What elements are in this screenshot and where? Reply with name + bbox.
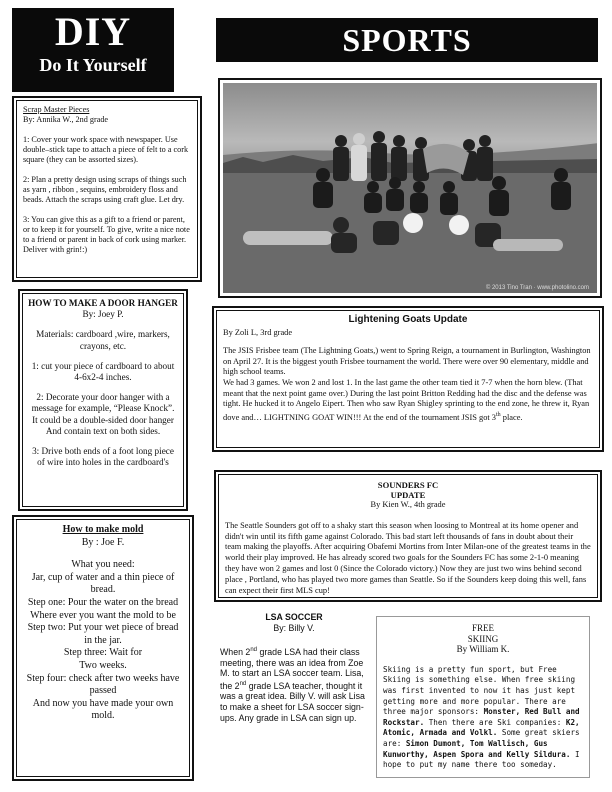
mold-line: What you need: (71, 559, 135, 571)
mold-line: Step one: Pour the water on the bread (27, 596, 179, 608)
sports-title: SPORTS (342, 22, 472, 58)
scrap-step-2: 2: Plan a pretty design using scraps of things such as yarn , ribbon , sequins, embroidery floss and beads. Attach the scraps using craft glue. Let dry. (23, 175, 187, 204)
free-skiing-box (376, 616, 590, 778)
scrap-step-1: 1: Cover your work space with newspaper. Use double–stick tape to attach a piece of felt to a cork square (they can be assorted sizes). (23, 135, 189, 164)
lsa-soccer-article (220, 612, 368, 782)
sounders-box (214, 470, 602, 602)
diy-title: DIY (54, 9, 132, 54)
team-photo-frame (218, 78, 602, 298)
sports-banner (216, 18, 598, 62)
door-step-3: 3: Drive both ends of a foot long piece of wire into holes in the cardboard's (32, 446, 174, 468)
mold-line: Step four: check after two weeks have passed (26, 672, 180, 697)
photo-credit: © 2013 Tino Tran · www.photolino.com (485, 285, 589, 291)
mold-line: Two weeks. (79, 659, 127, 671)
mold-byline: By : Joe F. (81, 536, 125, 548)
mold-line: Where ever you want the mold to be (30, 609, 176, 621)
mold-line: And now you have made your own mold. (32, 697, 174, 722)
door-materials: Materials: cardboard ,wire, markers, crayons, etc. (36, 329, 170, 351)
ski-body: Skiing is a pretty fun sport, but Free Skiing is something else. When free skiing was first invented to now it has just kept getting more and more popular. There are three major sponsors: Monster, Red Bull and Rockstar. Then there are Ski companies: K2, Atomic, Armada and Volkl. Some great skiers are: Simon Dumont, Tom Wallisch, Gus Kunworthy, Aspen Spora and Kelly Sildura. I hope to put my name there too someday. (383, 664, 580, 770)
sounders-title-2: UPDATE (390, 490, 426, 500)
door-title: HOW TO MAKE A DOOR HANGER (28, 298, 178, 308)
lsa-byline: By: Billy V. (273, 622, 315, 633)
mold-line: Jar, cup of water and a thin piece of bread. (31, 571, 175, 596)
sounders-body: The Seattle Sounders got off to a shaky start this season when loosing to Montreal at its home opener and didn't win until its fifth game against Colorado. This bad start left thousands of fans in doubt about their team making the playoffs. After acquiring Obafemi Mortins from Inter Milan-one of the greatest teams in the world their play improved. He has already scored two goals for the Sounders FC has some 2-1-0 meaning they have won 2 games and lost 0 (Since the Colorado victory.) Now they are just two wins behind second place , Portland, who has played two more games than Seattle. So if the Sounders keep doing this well, fans can expect their first MLS cup! (225, 520, 591, 595)
scrap-byline: By: Annika W., 2nd grade (23, 115, 109, 124)
team-photo-illustration (223, 83, 597, 293)
scrap-title: Scrap Master Pieces (23, 105, 90, 114)
goats-title: Lightening Goats Update (348, 314, 468, 325)
lsa-body: When 2nd grade LSA had their class meeting, there was an idea from Zoe M. to start an LSA soccer team. Lisa, the 2nd grade LSA teacher, thought it was a great idea. Billy V. will ask Lisa to make a sheet for LSA soccer sign-ups. Any grade in LSA can sign up. (220, 647, 365, 723)
mold-line: Step three: Wait for (63, 647, 143, 659)
team-photo (223, 83, 597, 293)
mold-line: Step two: Put your wet piece of bread in the jar. (27, 622, 179, 646)
door-byline: By: Joey P. (82, 309, 124, 320)
ski-title-2: SKIING (467, 633, 499, 644)
lightening-goats-box (212, 306, 604, 452)
goats-paragraph-2: We had 3 games. We won 2 and lost 1. In the last game the other team tied it 7-7 when the horn blew. (That meant that the next point game over.) During the last point Britton Redding had the disc and the defense was tight. He hucked it to Angelo Eipert. Then who saw Ryan Shigley sprinting to the end zone, he threw it, Ryan dove and… LIGHTNING GOAT WIN!!! At the end of the tournament JSIS got 3th place. (223, 377, 590, 422)
ski-byline: By William K. (456, 644, 510, 655)
lsa-title: LSA SOCCER (265, 612, 323, 622)
diy-subtitle: Do It Yourself (39, 55, 147, 75)
scrap-master-pieces-box (12, 96, 202, 282)
sounders-title-1: SOUNDERS FC (377, 480, 439, 490)
door-hanger-box (18, 289, 188, 511)
goats-paragraph-1: The JSIS Frisbee team (The Lightning Goats,) went to Spring Reign, a tournament in Burlington, Washington on April 27. It is the biggest youth Frisbee tournament the world. There were over 90 elementary, middle and high school teams. (223, 346, 591, 377)
goats-byline: By Zoli L, 3rd grade (223, 327, 293, 337)
scrap-step-3: 3: You can give this as a gift to a friend or parent, or to keep it for yourself. To give, write a nice note to a friend or parent in back of cork using marker. Deliver with grin!:) (23, 215, 190, 254)
mold-title: How to make mold (62, 524, 144, 535)
mold-box (12, 515, 194, 781)
door-step-1: 1: cut your piece of cardboard to about 4-6x2-4 inches. (31, 360, 175, 383)
diy-banner (12, 8, 174, 92)
ski-title-1: FREE (471, 623, 494, 633)
door-step-2: 2: Decorate your door hanger with a message for example, “Please Knock”. It could be a double-sided door hanger And contain text on both sides. (31, 392, 175, 436)
sounders-byline: By Kien W., 4th grade (370, 500, 446, 509)
